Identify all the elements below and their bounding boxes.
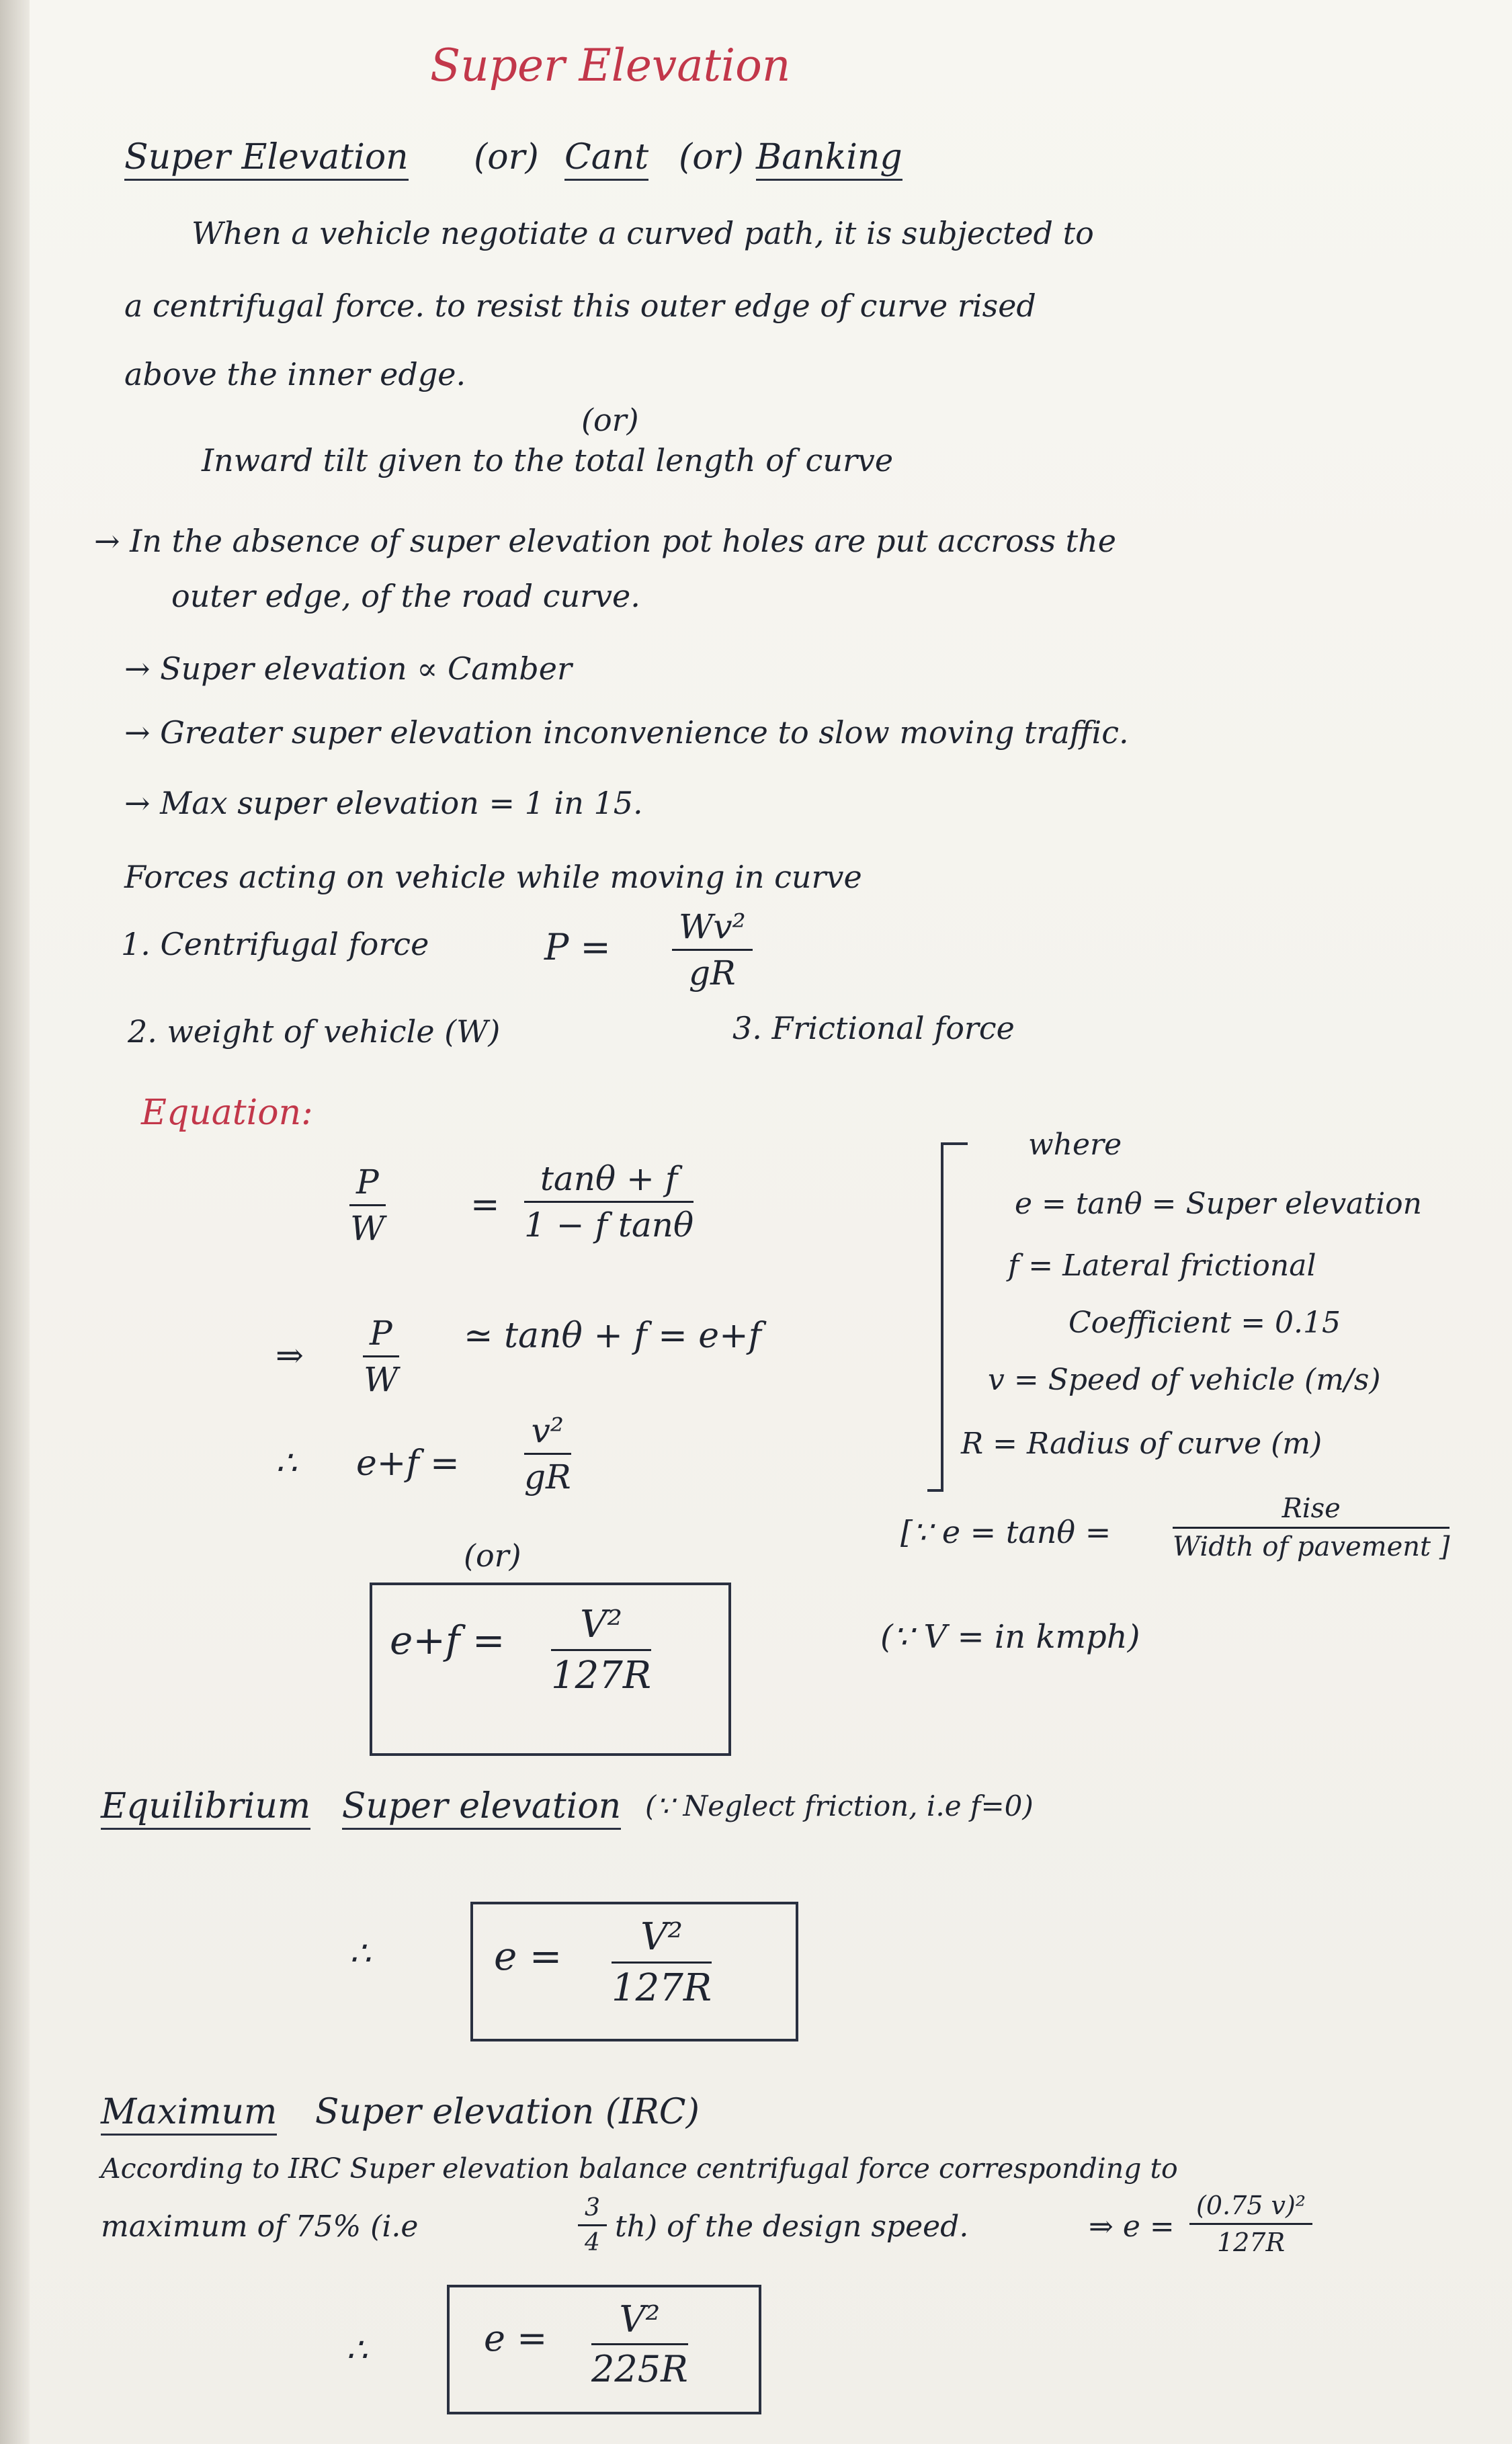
point-camber: → Super elevation ∝ Camber [124,650,572,687]
eq1-rhs-denominator: 1 − f tanθ [524,1206,694,1245]
maximum-line-2a: maximum of 75% (i.e [101,2209,419,2244]
definition-or: (or) [581,402,639,438]
definition-line-1: When a vehicle negotiate a curved path, it is subjected to [192,215,1094,251]
maximum-heading-2: Super elevation (IRC) [314,2092,700,2132]
equilibrium-numerator: V² [612,1915,712,1964]
eq2-lhs-denominator: W [364,1360,398,1399]
eq3-fraction [524,1411,571,1497]
where-r-definition: R = Radius of curve (m) [961,1427,1322,1461]
force-weight: 2. weight of vehicle (W) [128,1013,501,1050]
definition-line-2: a centrifugal force. to resist this outer edge of curve rised [124,288,1036,324]
equation-heading: Equation: [141,1093,313,1133]
force-friction: 3. Frictional force [732,1010,1015,1046]
definition-line-3: above the inner edge. [124,356,466,392]
boxed-equation-lhs: e+f = [390,1617,505,1663]
boxed-equation [370,1583,731,1756]
eq2-rhs: ≃ tanθ + f = e+f [464,1316,761,1356]
maximum-fraction-numerator: 3 [578,2194,607,2226]
where-bracket-vertical [941,1142,943,1492]
eq3-denominator: gR [524,1458,571,1497]
equilibrium-heading-1: Equilibrium [101,1786,310,1830]
maximum-result-fraction [591,2298,688,2390]
maximum-arrow-fraction [1189,2191,1312,2257]
heading-sep-2: (or) [679,137,744,177]
maximum-result-denominator: 225R [591,2348,688,2390]
where-bracket-top [941,1142,968,1145]
equilibrium-heading [101,1787,621,1826]
equation-or: (or) [464,1537,521,1574]
maximum-heading [101,2093,700,2132]
where-bracket-bottom [927,1489,943,1492]
maximum-line-1: According to IRC Super elevation balance centrifugal force corresponding to [101,2152,1178,2185]
heading-term-3: Banking [756,137,902,181]
heading-cant [564,138,648,177]
maximum-arrow-lhs: ⇒ e = [1089,2209,1175,2244]
maximum-fraction-three-fourths [578,2194,607,2257]
maximum-result-numerator: V² [591,2298,688,2345]
heading-super-elevation [124,138,409,177]
point-max: → Max super elevation = 1 in 15. [124,785,643,821]
where-title: where [1028,1128,1122,1162]
eq2-lhs-numerator: P [363,1314,399,1357]
eq3-lhs: e+f = [356,1443,460,1484]
boxed-equation-numerator: V² [551,1603,651,1651]
eq2-lhs-fraction [363,1314,399,1399]
equilibrium-therefore: ∴ [349,1934,371,1973]
eq1-lhs-fraction [349,1163,386,1248]
boxed-equation-fraction [551,1603,651,1697]
boxed-equation-denominator: 127R [551,1654,652,1697]
forces-heading: Forces acting on vehicle while moving in curve [124,859,862,895]
heading-term-1: Super Elevation [124,137,409,181]
equilibrium-heading-2: Super elevation [342,1786,621,1830]
definition-line-4: Inward tilt given to the total length of curve [202,442,894,478]
heading-term-2: Cant [564,137,648,181]
maximum-arrow-numerator: (0.75 v)² [1189,2191,1312,2225]
maximum-line-2b: th) of the design speed. [615,2209,969,2244]
heading-banking [756,138,902,177]
equilibrium-note: (∵ Neglect friction, i.e f=0) [645,1789,1034,1822]
tan-relation-fraction [1173,1493,1450,1562]
point-pot-holes: → In the absence of super elevation pot holes are put accross the [94,523,1117,559]
force-centrifugal-numerator: Wv² [672,907,753,951]
eq1-equals: = [470,1185,500,1225]
eq1-lhs-numerator: P [349,1163,386,1206]
point-inconvenience: → Greater super elevation inconvenience to slow moving traffic. [124,714,1129,751]
force-centrifugal-denominator: gR [689,954,736,993]
maximum-fraction-denominator: 4 [585,2229,600,2257]
eq3-numerator: v² [524,1411,571,1455]
tan-relation-denominator: Width of pavement ] [1173,1531,1450,1562]
eq1-lhs-denominator: W [350,1209,385,1248]
heading-sep-1: (or) [474,137,539,177]
point-pot-holes-cont: outer edge, of the road curve. [171,578,640,614]
equilibrium-denominator: 127R [612,1966,712,2010]
eq2-arrow: ⇒ [276,1336,304,1375]
page-binding-edge [0,0,30,2444]
equilibrium-fraction [612,1915,712,2010]
where-f-definition-2: Coefficient = 0.15 [1068,1306,1341,1340]
where-v-definition: v = Speed of vehicle (m/s) [988,1363,1381,1397]
where-e-definition: e = tanθ = Super elevation [1015,1187,1422,1221]
equilibrium-lhs: e = [494,1933,562,1979]
tan-relation-numerator: Rise [1173,1493,1450,1529]
eq1-rhs-numerator: tanθ + f [524,1159,694,1203]
force-centrifugal-label: 1. Centrifugal force [121,926,429,962]
tan-relation-lhs: [∵ e = tanθ = [900,1514,1111,1550]
where-f-definition-1: f = Lateral frictional [1008,1249,1316,1283]
kmph-note: (∵ V = in kmph) [880,1618,1140,1656]
maximum-lhs: e = [484,2317,548,2359]
maximum-heading-1: Maximum [101,2092,277,2136]
force-centrifugal-fraction [672,907,753,993]
force-centrifugal-lhs: P = [544,926,611,968]
eq1-rhs-fraction [524,1159,694,1245]
page-title: Super Elevation [430,40,791,91]
maximum-therefore: ∴ [346,2330,368,2369]
maximum-arrow-denominator: 127R [1216,2228,1286,2257]
eq3-therefore: ∴ [276,1443,297,1482]
